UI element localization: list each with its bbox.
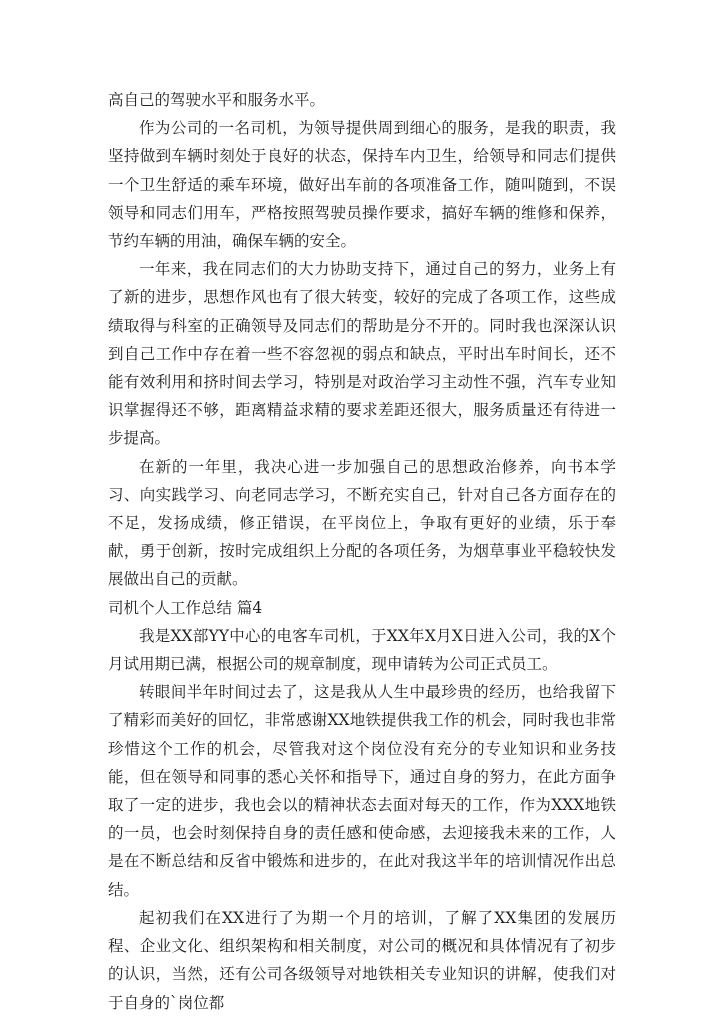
paragraph-year-review: 一年来，我在同志们的大力协助支持下，通过自己的努力，业务上有了新的进步，思想作风也有了很大转变，较好的完成了各项工作，这些成绩取得与科室的正确领导及同志们的帮助是分不开的。同时我也深深认识到自己工作中存在着一些不容忽视的弱点和缺点，平时出车时间长，还不能有效利用和挤时间去学习，特别是对政治学习主动性不强，汽车专业知识掌握得还不够，距离精益求精的要求差距还很大，服务质量还有待进一步提高。 bbox=[108, 260, 616, 448]
section-heading: 司机个人工作总结 篇4 bbox=[108, 598, 263, 617]
document-body bbox=[108, 86, 616, 1017]
paragraph-continuation: 高自己的驾驶水平和服务水平。 bbox=[108, 91, 326, 109]
paragraph-new-year-goals: 在新的一年里，我决心进一步加强自己的思想政治修养，向书本学习、向实践学习、向老同志学习，不断充实自己，针对自己各方面存在的不足，发扬成绩，修正错误，在平岗位上，争取有更好的业绩，乐于奉献，勇于创新，按时完成组织上分配的各项任务，为烟草事业平稳较快发展做出自己的贡献。 bbox=[108, 457, 616, 589]
paragraph-training: 起初我们在XX进行了为期一个月的培训，了解了XX集团的发展历程、企业文化、组织架构和相关制度，对公司的概况和具体情况有了初步的认识，当然，还有公司各级领导对地铁相关专业知识的讲解，使我们对于自身的`岗位都 bbox=[108, 908, 616, 1012]
paragraph-half-year-reflection: 转眼间半年时间过去了，这是我从人生中最珍贵的经历，也给我留下了精彩而美好的回忆，非常感谢XX地铁提供我工作的机会，同时我也非常珍惜这个工作的机会，尽管我对这个岗位没有充分的专业知识和业务技能，但在领导和同事的悉心关怀和指导下，通过自身的努力，在此方面争取了一定的进步，我也会以的精神状态去面对每天的工作，作为XXX地铁的一员，也会时刻保持自身的责任感和使命感，去迎接我未来的工作，人是在不断总结和反省中锻炼和进步的，在此对我这半年的培训情况作出总结。 bbox=[108, 683, 616, 899]
paragraph-driver-duties: 作为公司的一名司机，为领导提供周到细心的服务，是我的职责，我坚持做到车辆时刻处于良好的状态，保持车内卫生，给领导和同志们提供一个卫生舒适的乘车环境，做好出车前的各项准备工作，随叫随到，不误领导和同志们用车，严格按照驾驶员操作要求，搞好车辆的维修和保养，节约车辆的用油，确保车辆的安全。 bbox=[108, 119, 616, 251]
paragraph-introduction: 我是XX部YY中心的电客车司机，于XX年X月X日进入公司，我的X个月试用期已满，根据公司的规章制度，现申请转为公司正式员工。 bbox=[108, 626, 616, 674]
